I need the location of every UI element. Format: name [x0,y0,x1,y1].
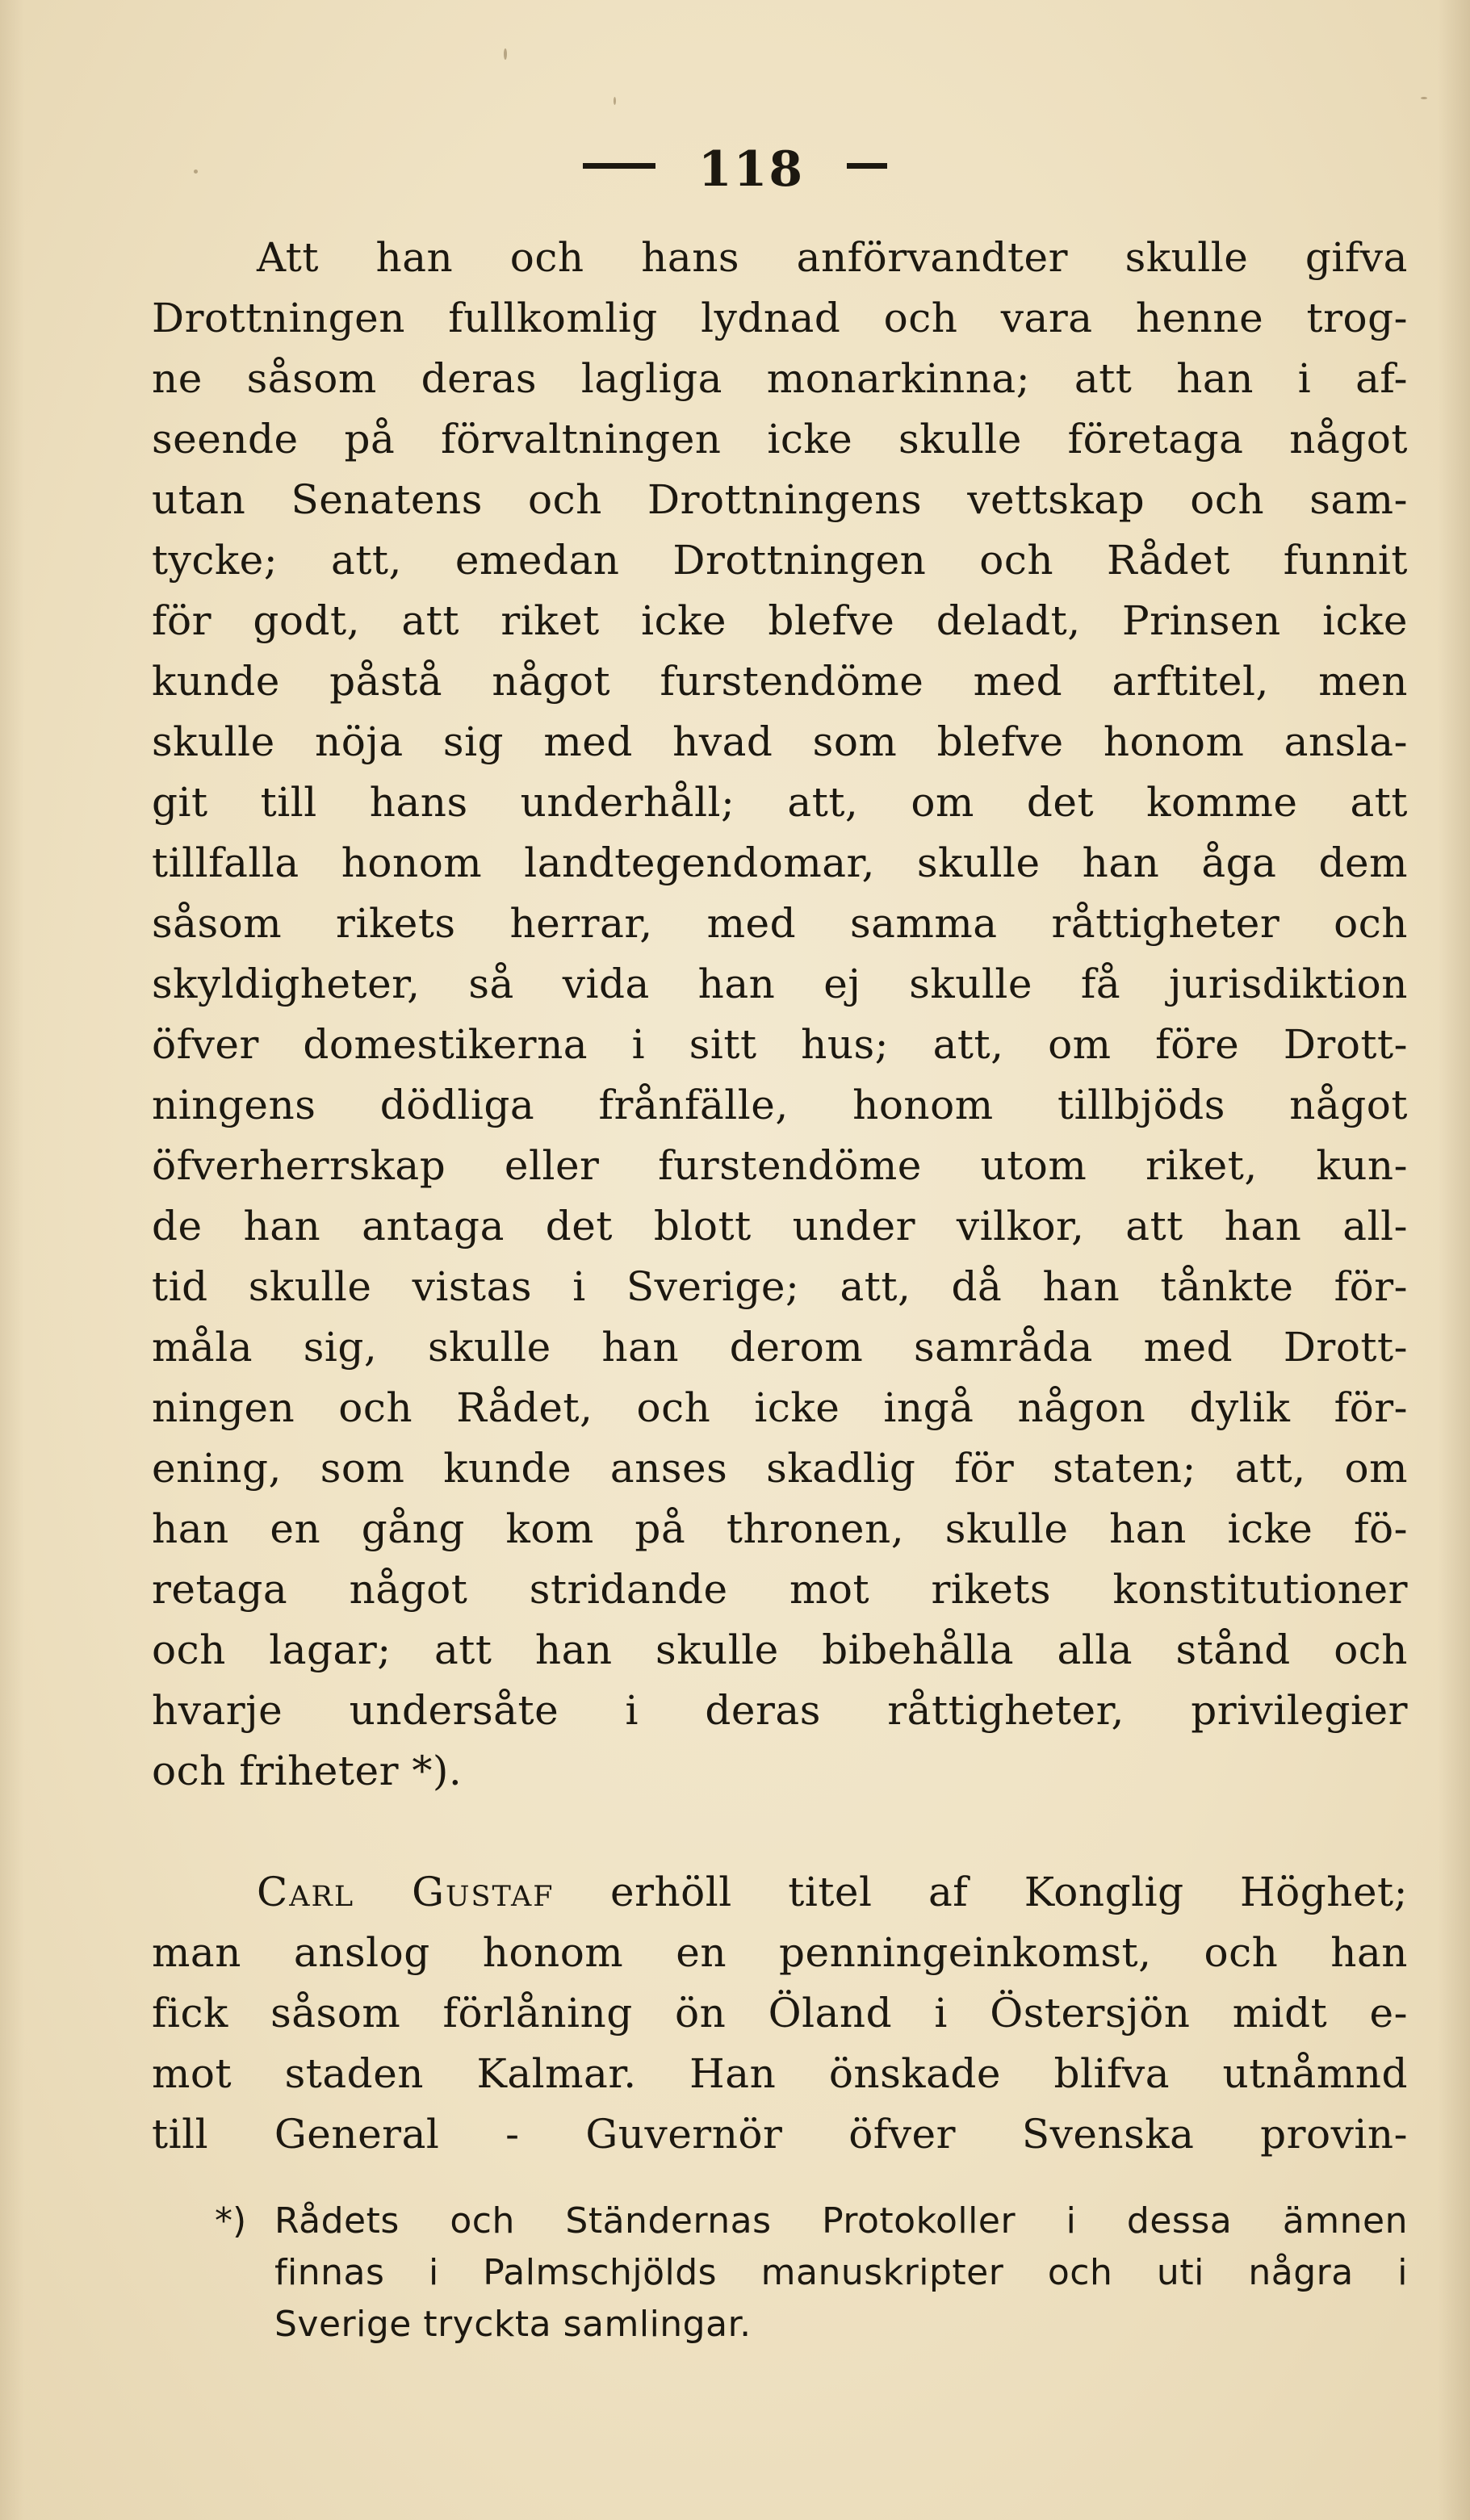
text-line: öfver domestikerna i sitt hus; att, om före Drott- [152,1021,1408,1068]
footnote-line: Rådets och Ständernas Protokoller i dessa ämnen [274,2200,1408,2242]
text-line: tycke; att, emedan Drottningen och Rådet funnit [152,537,1408,584]
paragraph-gap [152,1802,1408,1862]
footnote-line: Sverige tryckta samlingar. [274,2304,752,2345]
text-line: utan Senatens och Drottningens vettskap och sam- [152,476,1408,523]
text-line: Drottningen fullkomlig lydnad och vara henne trog- [152,295,1408,341]
text-line: mot staden Kalmar. Han önskade blifva utnåmnd [152,2050,1408,2097]
footnote-line: finnas i Palmschjölds manuskripter och uti några i [274,2252,1408,2293]
footnote [170,2196,1408,2350]
text-line: måla sig, skulle han derom samråda med Drott- [152,1324,1408,1371]
page-edge-right [1438,0,1470,2520]
text-line: git till hans underhåll; att, om det komme att [152,779,1408,826]
text-line: seende på förvaltningen icke skulle företaga något [152,416,1408,463]
page-number: 118 [697,140,805,198]
footnote-marker: *) [215,2200,247,2242]
text-line: retaga något stridande mot rikets konstitutioner [152,1566,1408,1613]
page-edge-left [0,0,24,2520]
text-line: öfverherrskap eller furstendöme utom riket, kun- [152,1142,1408,1189]
text-line: ningens dödliga frånfälle, honom tillbjöds något [152,1082,1408,1128]
text-line: för godt, att riket icke blefve deladt, Prinsen icke [152,597,1408,644]
paper-speck [614,97,616,105]
text-line: ening, som kunde anses skadlig för staten; att, om [152,1445,1408,1492]
paper-speck [504,48,507,60]
text-fragment: erhöll titel af Konglig Höghet; [554,1869,1408,1915]
text-line: till General - Guvernör öfver Svenska provin- [152,2111,1408,2158]
page-header [0,137,1470,198]
text-line-carl-gustaf [152,1862,1408,1923]
text-line: såsom rikets herrar, med samma råttigheter och [152,900,1408,947]
text-line: tillfalla honom landtegendomar, skulle han åga dem [152,839,1408,886]
text-line: och lagar; att han skulle bibehålla alla stånd och [152,1626,1408,1673]
text-line: skyldigheter, så vida han ej skulle få jurisdiktion [152,961,1408,1007]
text-line: Att han och hans anförvandter skulle gifva [257,234,1408,281]
paper-speck [1421,97,1427,99]
text-line: skulle nöja sig med hvad som blefve honom ansla- [152,718,1408,765]
header-dash-right [847,163,887,169]
text-line: fick såsom förlåning ön Öland i Östersjön midt e- [152,1990,1408,2037]
text-line: kunde påstå något furstendöme med arftitel, men [152,658,1408,705]
text-line: han en gång kom på thronen, skulle han icke fö- [152,1505,1408,1552]
text-line: ningen och Rådet, och icke ingå någon dylik för- [152,1384,1408,1431]
header-dash-left [583,163,655,169]
text-line: hvarje undersåte i deras råttigheter, privilegier [152,1687,1408,1734]
main-text [152,228,1408,2165]
text-line: ne såsom deras lagliga monarkinna; att han i af- [152,355,1408,402]
text-line: tid skulle vistas i Sverige; att, då han tånkte för- [152,1263,1408,1310]
text-line: de han antaga det blott under vilkor, att han all- [152,1203,1408,1250]
person-name: Carl Gustaf [257,1869,555,1915]
text-line: man anslog honom en penningeinkomst, och han [152,1929,1408,1976]
text-line: och friheter *). [152,1748,463,1794]
